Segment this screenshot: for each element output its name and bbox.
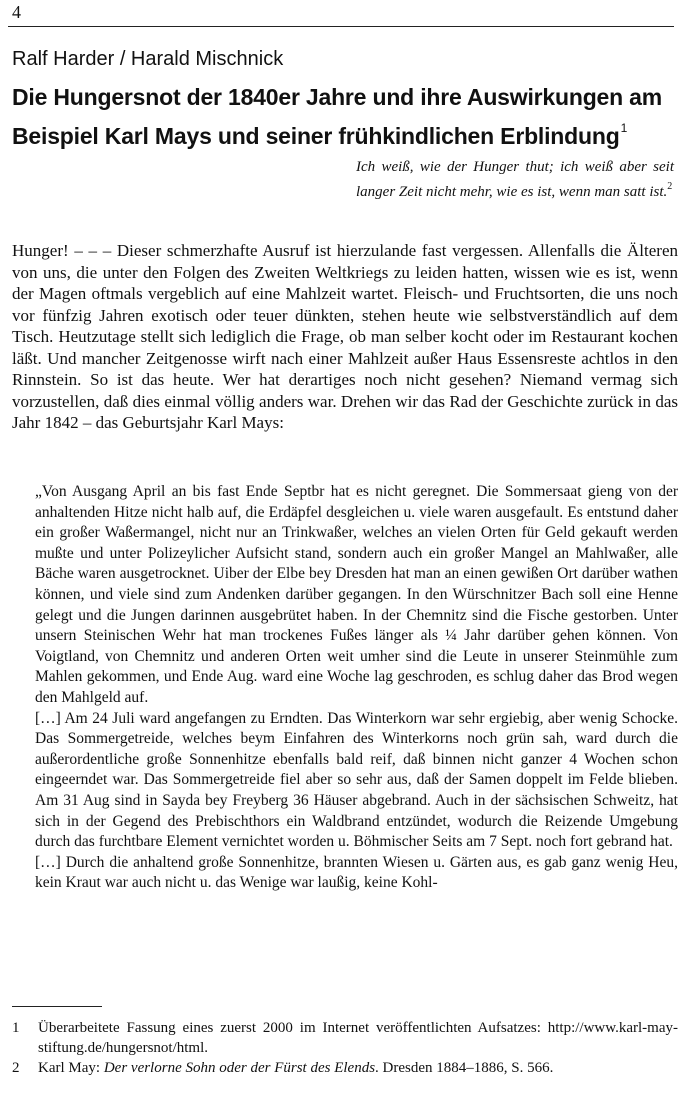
header-rule: [8, 26, 674, 27]
footnote-book-title: Der verlorne Sohn oder der Fürst des Elends: [103, 1060, 376, 1076]
authors: Ralf Harder / Harald Mischnick: [12, 48, 284, 70]
footnote-1: [12, 1018, 678, 1058]
article-title: [12, 82, 672, 152]
block-quote: [35, 482, 678, 894]
page-number: 4: [12, 2, 21, 22]
epigraph-footnote-marker: 2: [667, 181, 673, 192]
footnote-author: Karl May:: [38, 1060, 104, 1076]
quote-paragraph: […] Durch die anhaltend große Sonnenhitze, brannten Wiesen u. Gärten aus, es gab ganz wenig Heu, kein Kraut war auch nicht u. das Wenige war laußig, keine Kohl-: [35, 853, 678, 892]
footnote-rule: [12, 1006, 102, 1007]
footnote-text: [38, 1058, 678, 1078]
title-footnote-marker: 1: [620, 121, 628, 135]
footnotes: [12, 1018, 678, 1078]
intro-paragraph: Hunger! – – – Dieser schmerzhafte Ausruf ist hierzulande fast vergessen. Allenfalls die Älteren von uns, die unter den Folgen des Zweiten Weltkriegs zu leiden hatten, wissen wie es ist, wenn der Magen oftmals vergeblich auf eine Mahlzeit wartet. Fleisch- und Fruchtsorten, die uns noch vor fünfzig Jahren exotisch oder teuer dünkten, stehen heute wie selbstverständlich auf dem Tisch. Heutzutage stellt sich lediglich die Frage, ob man selber kocht oder im Restaurant kochen läßt. Und mancher Zeitgenosse wirft nach einer Mahlzeit außer Haus Essensreste achtlos in den Rinnstein. So ist das heute. Wer hat derartiges noch nicht gesehen? Niemand vermag sich vorzustellen, daß dies einmal völlig anders war. Drehen wir das Rad der Geschichte zurück in das Jahr 1842 – das Geburtsjahr Karl Mays:: [12, 241, 678, 432]
quote-paragraph: „Von Ausgang April an bis fast Ende Septbr hat es nicht geregnet. Die Sommersaat gieng von der anhaltenden Hitze nicht halb auf, die Erdäpfel desgleichen u. viele waren ausgefault. Es entstund daher ein großer Waßermangel, nicht nur an Trinkwaßer, welches an vielen Orten für Geld gekauft werden mußte und unter Polizeylicher Aufsicht stand, sondern auch ein großer Mangel an Mahlwaßer, alle Bäche waren ausgetrocknet. Uiber der Elbe bey Dresden hat man an einen gewißen Ort darüber wathen können, und viele sind zum Andenken darüber gegangen. In den Würschnitzer Bach soll eine Henne gelegt und die Jungen darinnen ausgebrütet haben. In der Chemnitz sind die Fische gestorben. Unter unsern Steinischen Wehr hat man trockenes Fußes länger als ¼ Jahr darüber gehen können. Von Voigtland, von Chemnitz und anderen Orten weit umher sind die Leute in unserer Steinmühle zum Mahlen gekommen, und Ende Aug. ward eine Woche lag geschroden, es schlug daher das Brod wegen den Mahlgeld auf.: [35, 483, 678, 706]
title-text: Die Hungersnot der 1840er Jahre und ihre Auswirkungen am Beispiel Karl Mays und seiner frühkindlichen Erblindung: [12, 84, 663, 149]
epigraph-text: Ich weiß, wie der Hunger thut; ich weiß aber seit langer Zeit nicht mehr, wie es ist, wenn man satt ist.: [356, 159, 674, 200]
footnote-number: 2: [12, 1060, 20, 1076]
footnote-citation: . Dresden 1884–1886, S. 566.: [375, 1060, 554, 1076]
epigraph: [356, 157, 674, 202]
footnote-number: 1: [12, 1020, 20, 1036]
footnote-2: [12, 1058, 678, 1078]
quote-paragraph: […] Am 24 Juli ward angefangen zu Erndten. Das Winterkorn war sehr ergiebig, aber wenig Schocke. Das Sommergetreide, welches beym Einfahren des Winterkorns noch grün sah, ward durch die außerordentliche große Sonnenhitze ebenfalls bald reif, daß binnen nicht ganzer 4 Wochen schon eingeerndet war. Das Sommergetreide fiel aber so sehr aus, daß der Samen doppelt im Felde blieben. Am 31 Aug sind in Sayda bey Freyberg 36 Häuser abgebrand. Auch in der sächsischen Schweitz, hat sich in der Gegend des Prebischthors ein Waldbrand entzündet, wodurch die Reizende Umgebung durch das furchtbare Element vernichtet worden u. Böhmischer Seits am 7 Sept. noch fort gebrand hat.: [35, 709, 678, 851]
footnote-text: Überarbeitete Fassung eines zuerst 2000 im Internet veröffentlichten Aufsatzes: http://www.karl-may-stiftung.de/hungersnot/html.: [38, 1020, 678, 1056]
